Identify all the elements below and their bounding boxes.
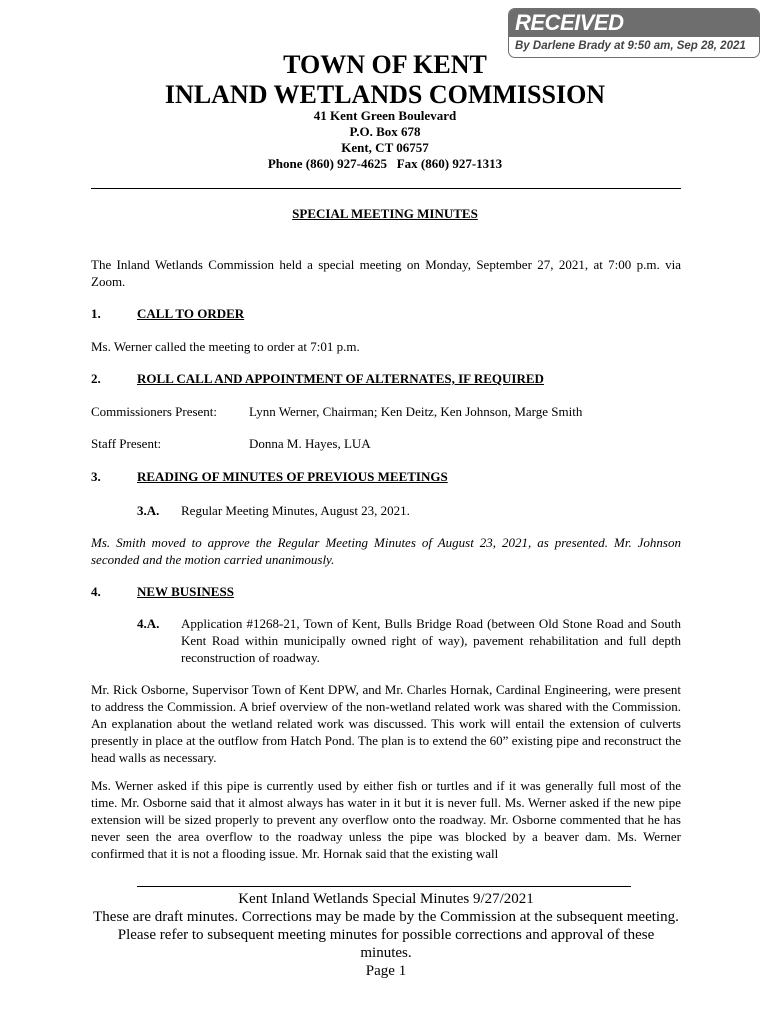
section-2-title: ROLL CALL AND APPOINTMENT OF ALTERNATES, IF REQUIRED xyxy=(137,371,544,386)
section-4-number: 4. xyxy=(91,584,101,599)
page-number: Page 1 xyxy=(365,963,407,979)
item-4a-text: Application #1268-21, Town of Kent, Bulls Bridge Road (between Old Stone Road and South Kent Road within municipally owned right of way), pavement rehabilitation and full depth reconstruction of roadway. xyxy=(181,616,681,665)
staff-label: Staff Present: xyxy=(91,436,162,451)
commissioners-label: Commissioners Present: xyxy=(91,404,218,419)
section-1-title: CALL TO ORDER xyxy=(137,306,245,321)
header-commission: INLAND WETLANDS COMMISSION xyxy=(164,80,606,109)
item-4a-number: 4.A. xyxy=(137,616,160,631)
intro-paragraph: The Inland Wetlands Commission held a special meeting on Monday, September 27, 2021, at 7:00 p.m. via Zoom. xyxy=(91,257,681,289)
footer-title: Kent Inland Wetlands Special Minutes 9/27/2021 xyxy=(238,891,534,907)
section-3-number: 3. xyxy=(91,469,101,484)
section-4-paragraph-1: Mr. Rick Osborne, Supervisor Town of Kent DPW, and Mr. Charles Hornak, Cardinal Engineering, were present to address the Commission. A brief overview of the non-wetland related work was shared with the Commission. An explanation about the wetland related work was discussed. This work will entail the extension of culverts presently in place at the outflow from Hatch Pond. The plan is to extend the 60” existing pipe and reconstruct the head walls as necessary. xyxy=(91,682,681,765)
staff-value: Donna M. Hayes, LUA xyxy=(249,436,371,451)
header-address-pobox: P.O. Box 678 xyxy=(349,124,421,139)
footer-divider xyxy=(137,886,631,887)
section-1-body: Ms. Werner called the meeting to order at 7:01 p.m. xyxy=(91,339,360,354)
header-address-street: 41 Kent Green Boulevard xyxy=(313,108,457,123)
section-4-title: NEW BUSINESS xyxy=(137,584,234,599)
section-4-paragraph-2: Ms. Werner asked if this pipe is currently used by either fish or turtles and if it was generally full most of the time. Mr. Osborne said that it almost always has water in it but it is never full. Ms. Werner asked if the new pipe extension will be sized properly to prevent any overflow onto the roadway. Mr. Osborne commented that he has never seen the area overflow to the roadway unless the pipe was blocked by a beaver dam. Ms. Werner confirmed that it is not a flooding issue. Mr. Hornak said that the existing wall xyxy=(91,778,681,861)
header-contact: Phone (860) 927-4625 Fax (860) 927-1313 xyxy=(267,156,503,171)
header-divider xyxy=(91,188,681,189)
section-1-number: 1. xyxy=(91,306,101,321)
header-address-city: Kent, CT 06757 xyxy=(341,140,429,155)
section-3-motion: Ms. Smith moved to approve the Regular Meeting Minutes of August 23, 2021, as presented. Mr. Johnson seconded and the motion carried unanimously. xyxy=(91,535,681,567)
section-2-number: 2. xyxy=(91,371,101,386)
header-town: TOWN OF KENT xyxy=(283,50,487,79)
document-title: SPECIAL MEETING MINUTES xyxy=(292,206,478,221)
footer-draft-notice: These are draft minutes. Corrections may be made by the Commission at the subsequent meeting. Please refer to subsequent meeting minutes for possible corrections and approval of these minutes. xyxy=(93,909,679,961)
item-3a-number: 3.A. xyxy=(137,503,160,518)
section-3-title: READING OF MINUTES OF PREVIOUS MEETINGS xyxy=(137,469,448,484)
received-stamp-title: RECEIVED xyxy=(509,9,759,37)
item-3a-text: Regular Meeting Minutes, August 23, 2021. xyxy=(181,503,410,518)
commissioners-value: Lynn Werner, Chairman; Ken Deitz, Ken Johnson, Marge Smith xyxy=(249,404,583,419)
footer xyxy=(91,890,681,980)
received-stamp-detail: By Darlene Brady at 9:50 am, Sep 28, 2021 xyxy=(515,40,746,52)
